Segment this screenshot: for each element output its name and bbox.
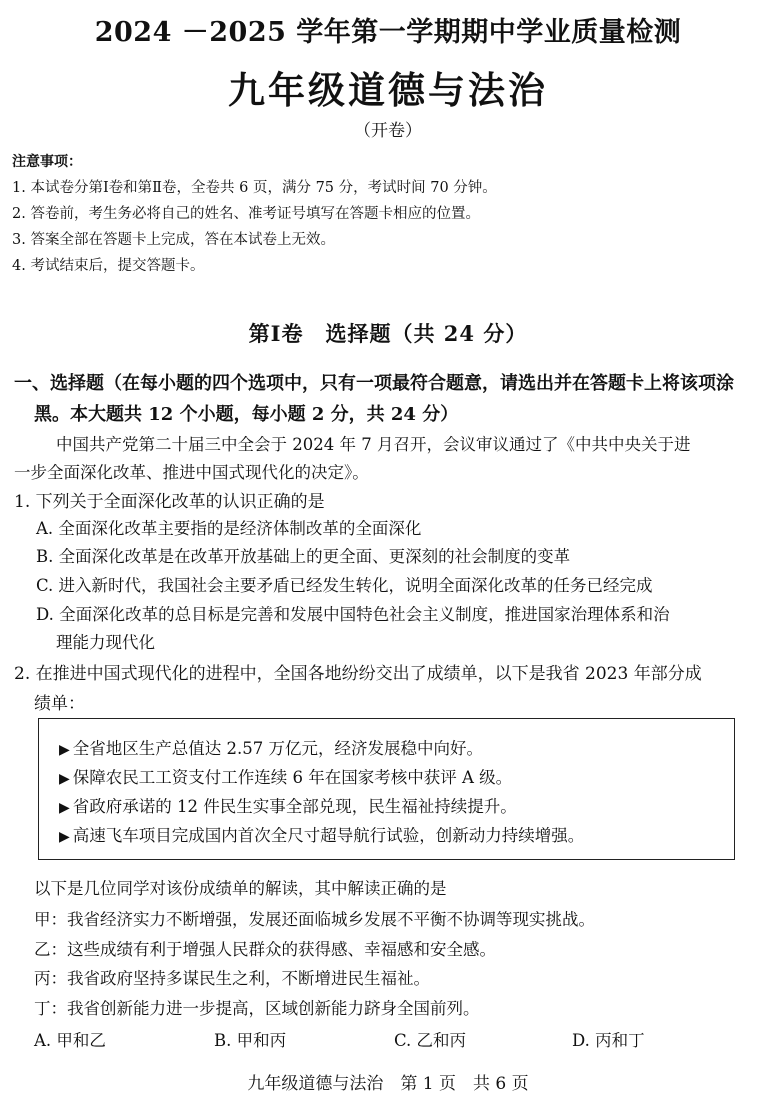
question-1-option-d-cont: 理能力现代化 xyxy=(56,633,155,652)
question-2-lead: 以下是几位同学对该份成绩单的解读，其中解读正确的是 xyxy=(34,879,447,898)
exam-title: 2024 －2025 学年第一学期期中学业质量检测 xyxy=(94,17,682,48)
question-1-option-b: B. 全面深化改革是在改革开放基础上的更全面、更深刻的社会制度的变革 xyxy=(36,547,571,566)
section-instructions xyxy=(14,368,764,430)
question-1-stem: 1. 下列关于全面深化改革的认识正确的是 xyxy=(14,492,325,512)
question-1-option-a: A. 全面深化改革主要指的是经济体制改革的全面深化 xyxy=(36,519,422,538)
section-title: 第Ⅰ卷 选择题（共 24 分） xyxy=(248,321,528,346)
material-line-2: 一步全面深化改革、推进中国式现代化的决定》。 xyxy=(14,463,369,482)
note-item: 3. 答案全部在答题卡上完成，答在本试卷上无效。 xyxy=(12,232,335,248)
question-1-option-d: D. 全面深化改革的总目标是完善和发展中国特色社会主义制度，推进国家治理体系和治 xyxy=(36,605,670,624)
box-item: ▶ 高速飞车项目完成国内首次全尺寸超导航行试验，创新动力持续增强。 xyxy=(59,826,585,845)
statement-jia: 甲：我省经济实力不断增强，发展还面临城乡发展不平衡不协调等现实挑战。 xyxy=(34,910,595,929)
instructions-line-1: 一、选择题（在每小题的四个选项中，只有一项最符合题意，请选出并在答题卡上将该项涂 xyxy=(14,373,734,394)
question-2-stem-line-1: 2. 在推进中国式现代化的进程中，全国各地纷纷交出了成绩单，以下是我省 2023 年部分成 xyxy=(14,664,702,684)
page-footer: 九年级道德与法治 第 1 页 共 6 页 xyxy=(247,1074,529,1094)
triangle-bullet-icon: ▶ xyxy=(59,771,70,787)
question-2-option-b: B. 甲和丙 xyxy=(214,1031,287,1050)
question-2-option-a: A. 甲和乙 xyxy=(34,1031,106,1050)
exam-mode: （开卷） xyxy=(354,121,422,141)
question-1-option-c: C. 进入新时代，我国社会主要矛盾已经发生转化，说明全面深化改革的任务已经完成 xyxy=(36,576,653,595)
box-item: ▶ 省政府承诺的 12 件民生实事全部兑现，民生福祉持续提升。 xyxy=(59,797,517,816)
report-card-box xyxy=(38,718,735,860)
triangle-bullet-icon: ▶ xyxy=(59,829,70,845)
triangle-bullet-icon: ▶ xyxy=(59,800,70,816)
notes-heading: 注意事项： xyxy=(12,154,82,170)
statement-yi: 乙：这些成绩有利于增强人民群众的获得感、幸福感和安全感。 xyxy=(34,940,496,959)
triangle-bullet-icon: ▶ xyxy=(59,742,70,758)
statement-ding: 丁：我省创新能力进一步提高，区域创新能力跻身全国前列。 xyxy=(34,999,480,1018)
note-item: 2. 答卷前，考生务必将自己的姓名、准考证号填写在答题卡相应的位置。 xyxy=(12,206,480,222)
statement-bing: 丙：我省政府坚持多谋民生之利，不断增进民生福祉。 xyxy=(34,969,430,988)
note-item: 4. 考试结束后，提交答题卡。 xyxy=(12,258,205,274)
instructions-line-2: 黑。本大题共 12 个小题，每小题 2 分，共 24 分） xyxy=(34,404,459,425)
note-item: 1. 本试卷分第Ⅰ卷和第Ⅱ卷，全卷共 6 页，满分 75 分，考试时间 70 分钟。 xyxy=(12,180,497,196)
question-2-option-c: C. 乙和丙 xyxy=(394,1031,467,1050)
box-item: ▶ 保障农民工工资支付工作连续 6 年在国家考核中获评 A 级。 xyxy=(59,768,513,787)
subject-title: 九年级道德与法治 xyxy=(228,68,548,112)
question-2-option-d: D. 丙和丁 xyxy=(572,1031,645,1050)
question-2-stem-line-2: 绩单： xyxy=(34,694,85,714)
material-line-1: 中国共产党第二十届三中全会于 2024 年 7 月召开，会议审议通过了《中共中央关于进 xyxy=(56,435,691,454)
box-item: ▶ 全省地区生产总值达 2.57 万亿元，经济发展稳中向好。 xyxy=(59,739,484,758)
